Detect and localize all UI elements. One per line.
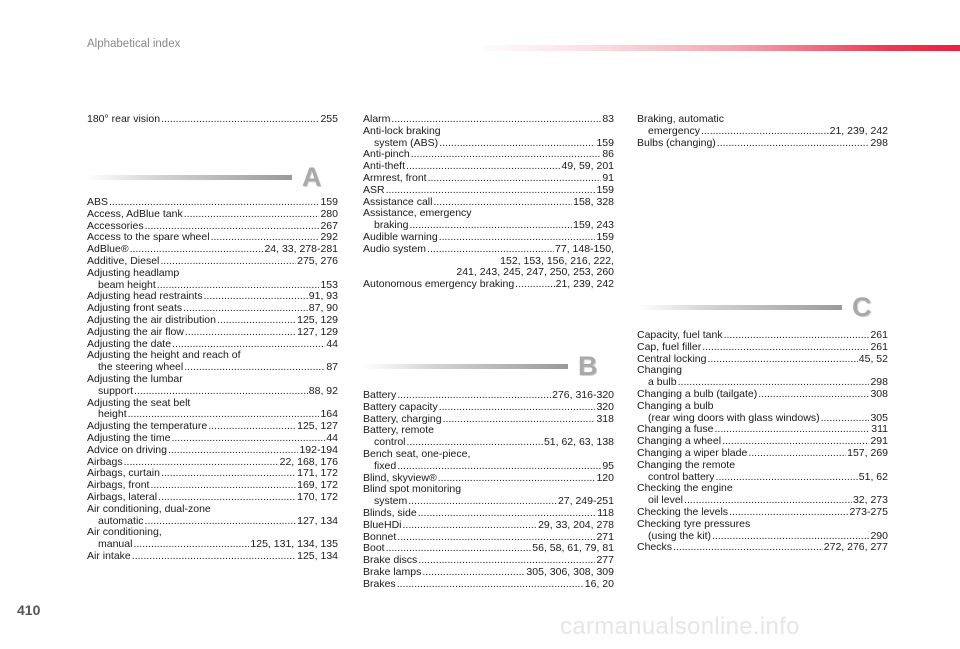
page-reference: 273-275 [849,506,888,518]
dot-leader [439,138,595,150]
dot-leader [160,256,296,268]
index-entry-line [363,449,614,461]
dot-leader [403,520,538,532]
dot-leader [515,279,554,291]
page-reference: 91, 93 [308,290,338,303]
index-entry-line [637,519,888,531]
index-term: oil level [648,494,684,507]
index-term: automatic [98,514,144,527]
index-entry-line [363,279,614,291]
page-reference: 29, 33, 204, 278 [538,518,614,531]
dot-leader [217,315,296,327]
index-entry [637,483,888,507]
index-term: Adjusting front seats [87,302,183,315]
index-term: Battery [363,389,397,401]
index-term: Air conditioning, dual-zone [87,502,211,515]
index-entry-line [637,138,888,150]
page-reference: 169, 172 [297,479,338,492]
dot-leader [717,138,870,150]
index-entry-line [363,185,614,197]
page-reference: 16, 20 [584,577,614,590]
page-reference: 87 [326,361,338,374]
page-reference: 158, 328 [573,195,614,208]
page-reference: 305 [870,411,888,424]
page-reference: 318 [596,412,614,425]
header-accent-bar [468,45,960,51]
index-entry [363,520,614,532]
index-entry [363,244,614,279]
page-reference: 125, 127 [297,420,338,433]
section-letter: A [302,162,322,192]
index-entry [363,579,614,591]
index-term: (rear wing doors with glass windows) [648,411,820,424]
dot-leader [427,244,554,256]
dot-leader [150,480,296,492]
page-reference: 86 [602,148,614,161]
index-term: a bulb [648,376,677,389]
page-reference: 159 [596,136,614,149]
dot-leader [724,330,870,342]
dot-leader [821,413,870,425]
page-reference: 267 [320,219,338,232]
dot-leader [133,539,249,551]
index-entry [637,365,888,389]
index-entry [363,449,614,473]
index-entry [87,527,338,551]
dot-leader [758,389,869,401]
page-reference: 77, 148-150, [555,242,614,255]
page-reference: 159, 243 [573,219,614,232]
index-term: Checking the engine [637,482,733,495]
index-term: support [98,384,134,397]
page-title: Alphabetical index [87,38,181,50]
index-term: Blind spot monitoring [363,483,462,496]
page-reference: 280 [320,207,338,220]
index-term: emergency [648,124,700,137]
index-term: Accessories [87,219,144,232]
index-entry [363,173,614,185]
index-term: Anti-lock braking [363,124,441,137]
dot-leader [707,354,857,366]
index-term: Checks [637,541,673,554]
index-term: Assistance, emergency [363,207,472,220]
page-reference: 290 [870,529,888,542]
page-reference: 87, 90 [308,302,338,315]
index-term: Brake discs [363,554,418,567]
index-entry [87,114,338,126]
index-term: Cap, fuel filler [637,340,702,353]
index-entry-line [87,445,338,457]
index-entry [87,551,338,563]
index-term: Airbags, lateral [87,491,158,503]
index-term: fixed [374,459,397,472]
dot-leader [161,114,319,126]
index-entry [87,504,338,528]
index-term: height [98,408,127,421]
index-term: BlueHDi [363,518,402,531]
index-entry [363,185,614,197]
page-reference: 261 [870,340,888,353]
page-reference: 45, 52 [858,352,888,365]
index-term: Braking, automatic [637,113,724,125]
dot-leader [716,472,858,484]
index-term: Adjusting headlamp [87,266,180,279]
index-term: Boot [363,542,385,555]
index-term: Airbags, front [87,479,150,492]
page-reference: 44 [326,337,338,350]
dot-leader [673,542,823,554]
index-entry-line [87,268,338,280]
index-term: 152, 153, 156, 216, 222, [500,254,614,267]
page-reference: 164 [320,408,338,421]
index-term: Blinds, side [363,507,417,519]
index-term: 180° rear vision [87,113,161,125]
dot-leader [161,468,296,480]
index-entry [637,460,888,484]
page-reference: 127, 129 [297,325,338,338]
index-term: control battery [648,470,715,483]
page-reference: 83 [602,113,614,125]
index-term: ABS [87,196,109,208]
index-entry [87,445,338,457]
dot-leader [397,579,584,591]
page-reference: 292 [320,231,338,244]
index-entry-line [87,327,338,339]
page-reference: 298 [870,376,888,389]
index-term: Battery, remote [363,424,434,437]
index-term: Central locking [637,352,707,365]
index-entry [87,268,338,292]
page-reference: 118 [597,507,614,519]
index-entry-line [363,567,614,579]
dot-leader [185,327,296,339]
index-entry [87,374,338,398]
index-entry [637,342,888,354]
index-term: Access, AdBlue tank [87,207,183,220]
index-term: Adjusting the air flow [87,325,184,338]
page-reference: 91 [602,172,614,184]
index-term: Air intake [87,550,131,562]
dot-leader [438,473,596,485]
page-reference: 95 [602,459,614,472]
dot-leader [701,126,829,138]
page-header [0,0,960,62]
page-reference: 120 [596,471,614,484]
index-term: Adjusting the seat belt [87,396,191,409]
index-term: Bonnet [363,530,397,543]
index-term: Bench seat, one-piece, [363,448,471,460]
index-term: Changing a bulb (tailgate) [637,388,758,400]
index-entry [637,542,888,554]
page-reference: 171, 172 [297,467,338,480]
index-entry [87,209,338,221]
index-term: Air conditioning, [87,526,162,539]
index-entry-line [363,461,614,473]
index-entry-line [363,520,614,532]
index-term: Battery capacity [363,400,438,413]
page-reference: 275, 276 [297,255,338,267]
dot-leader [386,185,596,197]
index-entry-line [363,579,614,591]
index-term: Capacity, fuel tank [637,329,723,341]
index-term: Armrest, front [363,172,427,184]
page-reference: 27, 249-251 [557,495,614,508]
index-entry [363,126,614,150]
page-reference: 127, 134 [297,514,338,527]
page-reference: 125, 134 [297,550,338,562]
dot-leader [714,424,870,436]
dot-leader [702,342,869,354]
page-reference: 21, 239, 242 [829,124,888,137]
dot-leader [428,173,602,185]
index-entry-line [637,126,888,138]
page-reference: 305, 306, 308, 309 [526,566,614,578]
index-term: Blind, skyview® [363,471,437,484]
index-entry [363,484,614,508]
index-term: system [374,495,408,508]
index-term: Adjusting the temperature [87,420,208,433]
index-term: Additive, Diesel [87,255,160,267]
index-term: Advice on driving [87,443,167,456]
page-reference: 125, 131, 134, 135 [250,538,338,551]
page-reference: 22, 168, 176 [279,455,338,468]
index-entry [637,401,888,425]
page-reference: 51, 62 [858,470,888,483]
index-entry [363,279,614,291]
page-reference: 272, 276, 277 [823,541,888,554]
dot-leader [132,551,296,563]
index-entry [363,402,614,414]
index-term: Adjusting the time [87,432,171,444]
page-reference: 271 [596,530,614,543]
page-reference: 157, 269 [847,447,888,459]
index-term: Assistance call [363,195,433,208]
dot-leader [748,448,846,460]
index-term: Alarm [363,113,391,125]
page-reference: 276, 316-320 [552,389,614,401]
page-reference: 261 [870,329,888,341]
page-reference: 298 [870,136,888,149]
index-term: Airbags, curtain [87,467,160,480]
index-term: Changing a wheel [637,435,722,448]
dot-leader [397,461,601,473]
index-term: Changing a bulb [637,399,714,412]
index-term: Adjusting the height and reach of [87,349,241,362]
index-term: Adjusting head restraints [87,290,203,303]
index-entry [87,398,338,422]
index-term: beam height [98,278,156,291]
section-letter: C [852,292,872,322]
index-term: ASR [363,183,385,196]
dot-leader [184,209,320,221]
index-entry-line [363,244,614,256]
index-term: Airbags [87,455,123,468]
index-term: Checking the levels [637,506,729,518]
page-reference: 44 [326,432,338,444]
dot-leader [134,386,308,398]
index-entry [363,208,614,232]
index-term: 241, 243, 245, 247, 250, 253, 260 [456,266,614,279]
page-reference: 311 [871,423,888,436]
index-entry-line [87,551,338,563]
index-entry-line [87,114,338,126]
dot-leader [406,161,560,173]
index-entry [637,114,888,138]
index-entry-line [637,460,888,472]
page-reference: 159 [596,183,614,196]
page-reference: 125, 129 [297,314,338,326]
divider-rule [637,305,842,310]
index-entry [87,327,338,339]
index-entry-line [637,401,888,413]
index-term: Access to the spare wheel [87,231,210,244]
page-reference: 308 [870,388,888,400]
index-term: braking [374,219,409,232]
page-number: 410 [17,602,41,618]
index-entry [87,350,338,374]
page-reference: 51, 62, 63, 138 [543,436,614,449]
index-term: the steering wheel [98,361,184,374]
page-reference: 24, 33, 278-281 [264,243,338,256]
dot-leader [439,402,596,414]
index-term: Bulbs (changing) [637,136,716,149]
index-term: Changing a wiper blade [637,447,748,459]
page-reference: 153 [320,278,338,291]
index-term: Changing the remote [637,458,736,471]
page-reference: 159 [596,231,614,243]
index-term: Audible warning [363,231,438,243]
index-term: Anti-theft [363,160,406,173]
index-term: (using the kit) [648,529,712,542]
index-entry-line [87,504,338,516]
index-term: Adjusting the date [87,337,172,350]
dot-leader [422,567,525,579]
page-reference: 32, 273 [852,494,888,507]
divider-rule [363,364,568,369]
index-entry-line [363,126,614,138]
page-reference: 192-194 [299,443,338,456]
index-term: control [374,436,406,449]
index-term: Battery, charging [363,412,442,425]
page-reference: 56, 58, 61, 79, 81 [532,542,614,555]
index-term: Anti-pinch [363,148,410,161]
page-reference: 255 [320,113,338,125]
section-letter: B [578,351,598,381]
dot-leader [184,362,325,374]
page-reference: 49, 59, 201 [561,160,614,173]
index-term: Autonomous emergency braking [363,278,515,291]
watermark: carmanualsonline.info [560,613,800,640]
page-reference: 277 [596,554,614,567]
index-term: system (ABS) [374,136,439,149]
index-term: Changing [637,364,682,377]
index-term: Adjusting the air distribution [87,314,216,326]
index-entry [363,425,614,449]
dot-leader [168,445,298,457]
dot-leader [443,414,596,426]
index-entry-line [637,542,888,554]
index-term: Adjusting the lumbar [87,373,183,385]
dot-leader [145,516,297,528]
index-term: Brakes [363,577,396,590]
index-term: Checking tyre pressures [637,517,751,530]
index-entry [363,567,614,579]
page-reference: 159 [320,196,338,208]
dot-leader [204,291,308,303]
index-term: manual [98,538,133,551]
index-term: Brake lamps [363,566,422,578]
page-reference: 170, 172 [297,491,338,503]
page-reference: 320 [596,400,614,413]
index-entry-line [87,386,338,398]
index-entry-line [637,342,888,354]
index-term: Changing a fuse [637,423,714,436]
index-entry [637,519,888,543]
index-entry [637,138,888,150]
index-entry-line [363,173,614,185]
page-reference: 291 [870,435,888,448]
index-entry-line [87,209,338,221]
index-term: AdBlue® [87,243,129,256]
page-reference: 88, 92 [308,384,338,397]
index-entry-line [363,402,614,414]
dot-leader [408,496,557,508]
dot-leader [208,421,296,433]
page-reference: 21, 239, 242 [555,278,614,291]
index-term: Audio system [363,242,427,255]
divider-rule [87,175,292,180]
